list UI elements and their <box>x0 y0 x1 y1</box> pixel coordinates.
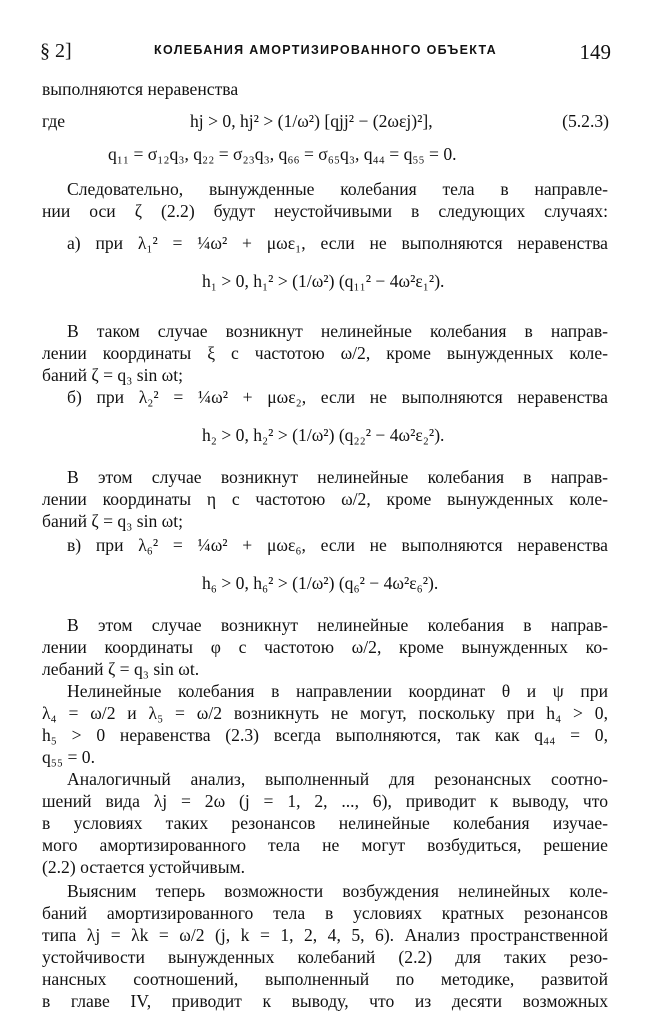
text-line: В этом случае возникнут нелинейные колебания в направ- <box>67 615 608 635</box>
text-line: устойчивости вынужденных колебаний (2.2) для таких резо- <box>42 947 608 967</box>
formula-case-a: h₁ > 0, h₁² > (1/ω²) (q₁₁² − 4ω²ε₁²). <box>202 271 445 291</box>
formula-case-v: h₆ > 0, h₆² > (1/ω²) (q₆² − 4ω²ε₆²). <box>202 573 439 593</box>
text-line: (2.2) остается устойчивым. <box>42 857 246 877</box>
running-title: КОЛЕБАНИЯ АМОРТИЗИРОВАННОГО ОБЪЕКТА <box>154 43 497 57</box>
page-number: 149 <box>579 40 611 64</box>
formula-q-definitions: q₁₁ = σ₁₂q₃, q₂₂ = σ₂₃q₃, q₆₆ = σ₆₅q₃, q₄₄ = q₅₅ = 0. <box>108 144 457 164</box>
text-line: в условиях таких резонансов нелинейные колебания изучае- <box>42 813 608 833</box>
text-line: λ₄ = ω/2 и λ₅ = ω/2 возникнуть не могут, поскольку при h₄ > 0, <box>42 703 608 723</box>
text-line: нии оси ζ (2.2) будут неустойчивыми в следующих случаях: <box>42 201 608 221</box>
running-header <box>40 40 611 68</box>
text-line: выполняются неравенства <box>42 79 239 99</box>
text-line: нансных соотношений, выполненный по методике, развитой <box>42 969 608 989</box>
text-line-case-b: б) при λ₂² = ¼ω² + μωε₂, если не выполняются неравенства <box>67 387 608 407</box>
text-line: В таком случае возникнут нелинейные колебания в направ- <box>67 321 608 341</box>
text-line: Выясним теперь возможности возбуждения нелинейных коле- <box>67 881 608 901</box>
where-label: где <box>42 111 66 131</box>
text-line: баний амортизированного тела в условиях кратных резонансов <box>42 903 608 923</box>
text-line: лении координаты φ с частотою ω/2, кроме вынужденных ко- <box>42 637 608 657</box>
formula-case-b: h₂ > 0, h₂² > (1/ω²) (q₂₂² − 4ω²ε₂²). <box>202 425 445 445</box>
text-line: мого амортизированного тела не могут возбудиться, решение <box>42 835 608 855</box>
section-marker: § 2] <box>40 40 72 62</box>
text-line: лении координаты η с частотою ω/2, кроме вынужденных коле- <box>42 489 608 509</box>
text-line: типа λj = λk = ω/2 (j, k = 1, 2, 4, 5, 6). Анализ пространственной <box>42 925 608 945</box>
text-line: Нелинейные колебания в направлении координат θ и ψ при <box>67 681 608 701</box>
text-line: Аналогичный анализ, выполненный для резонансных соотно- <box>67 769 608 789</box>
text-line: h₅ > 0 неравенства (2.3) всегда выполняются, так как q₄₄ = 0, <box>42 725 608 745</box>
text-line: шений вида λj = 2ω (j = 1, 2, ..., 6), приводит к выводу, что <box>42 791 608 811</box>
text-line: Следовательно, вынужденные колебания тела в направле- <box>67 179 608 199</box>
text-line: q₅₅ = 0. <box>42 747 95 767</box>
text-line: в главе IV, приводит к выводу, что из десяти возможных <box>42 991 608 1011</box>
text-line-case-a: а) при λ₁² = ¼ω² + μωε₁, если не выполняются неравенства <box>67 233 608 253</box>
text-line: лебаний ζ = q₃ sin ωt. <box>42 659 200 679</box>
text-line: баний ζ = q₃ sin ωt; <box>42 511 184 531</box>
equation-number: (5.2.3) <box>562 111 609 131</box>
text-line: лении координаты ξ с частотою ω/2, кроме вынужденных коле- <box>42 343 608 363</box>
text-line-case-v: в) при λ₆² = ¼ω² + μωε₆, если не выполняются неравенства <box>67 535 608 555</box>
formula-inequality-general: hj > 0, hj² > (1/ω²) [qjj² − (2ωεj)²], <box>190 111 433 131</box>
text-line: баний ζ = q₃ sin ωt; <box>42 365 184 385</box>
text-line: В этом случае возникнут нелинейные колебания в направ- <box>67 467 608 487</box>
